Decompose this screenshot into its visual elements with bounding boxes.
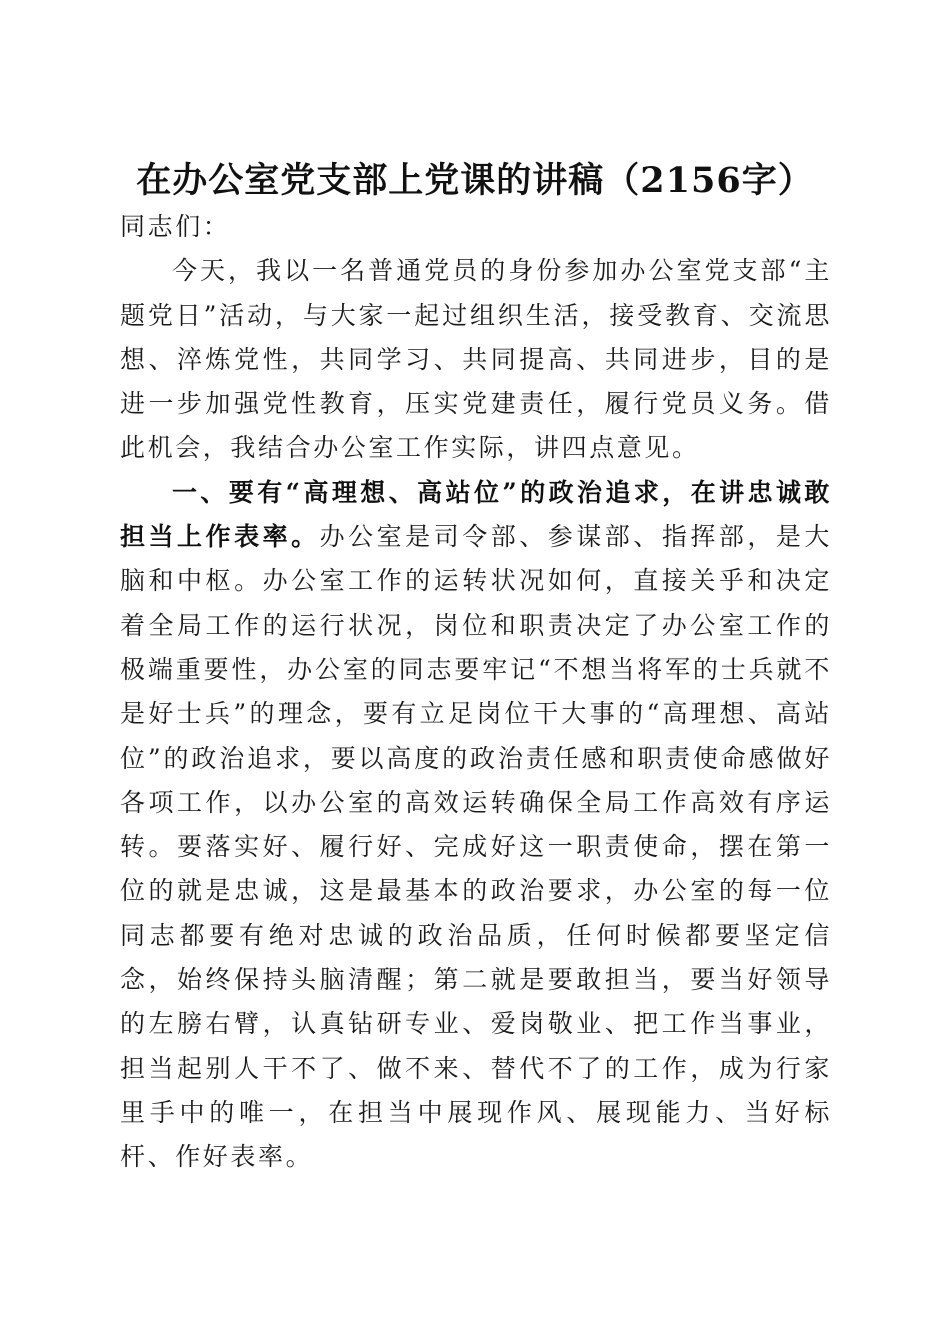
paragraph-intro: [120, 249, 832, 470]
paragraph-point-one-text: 办公室是司令部、参谋部、指挥部，是大脑和中枢。办公室工作的运转状况如何，直接关乎和决定着全局工作的运行状况，岗位和职责决定了办公室工作的极端重要性，办公室的同志要牢记“不想当将军的士兵就不是好士兵”的理念，要有立足岗位干大事的“高理想、高站位”的政治追求，要以高度的政治责任感和职责使命感做好各项工作，以办公室的高效运转确保全局工作高效有序运转。要落实好、履行好、完成好这一职责使命，摆在第一位的就是忠诚，这是最基本的政治要求，办公室的每一位同志都要有绝对忠诚的政治品质，任何时候都要坚定信念，始终保持头脑清醒；第二就是要敢担当，要当好领导的左膀右臂，认真钻研专业、爱岗敬业、把工作当事业，担当起别人干不了、做不来、替代不了的工作，成为行家里手中的唯一，在担当中展现作风、展现能力、当好标杆、作好表率。: [120, 522, 832, 1172]
salutation: 同志们：: [120, 212, 231, 241]
document-title: 在办公室党支部上党课的讲稿（2156字）: [136, 160, 814, 202]
paragraph-intro-text: 今天，我以一名普通党员的身份参加办公室党支部“主题党日”活动，与大家一起过组织生活，接受教育、交流思想、淬炼党性，共同学习、共同提高、共同进步，目的是进一步加强党性教育，压实党建责任，履行党员义务。借此机会，我结合办公室工作实际，讲四点意见。: [120, 256, 832, 463]
paragraph-point-one: [120, 471, 832, 1180]
paragraph-point-one-heading: 一、要有“高理想、高站位”的政治追求，在讲忠诚敢担当上作表率。: [120, 477, 832, 552]
document-body: [120, 205, 832, 1180]
